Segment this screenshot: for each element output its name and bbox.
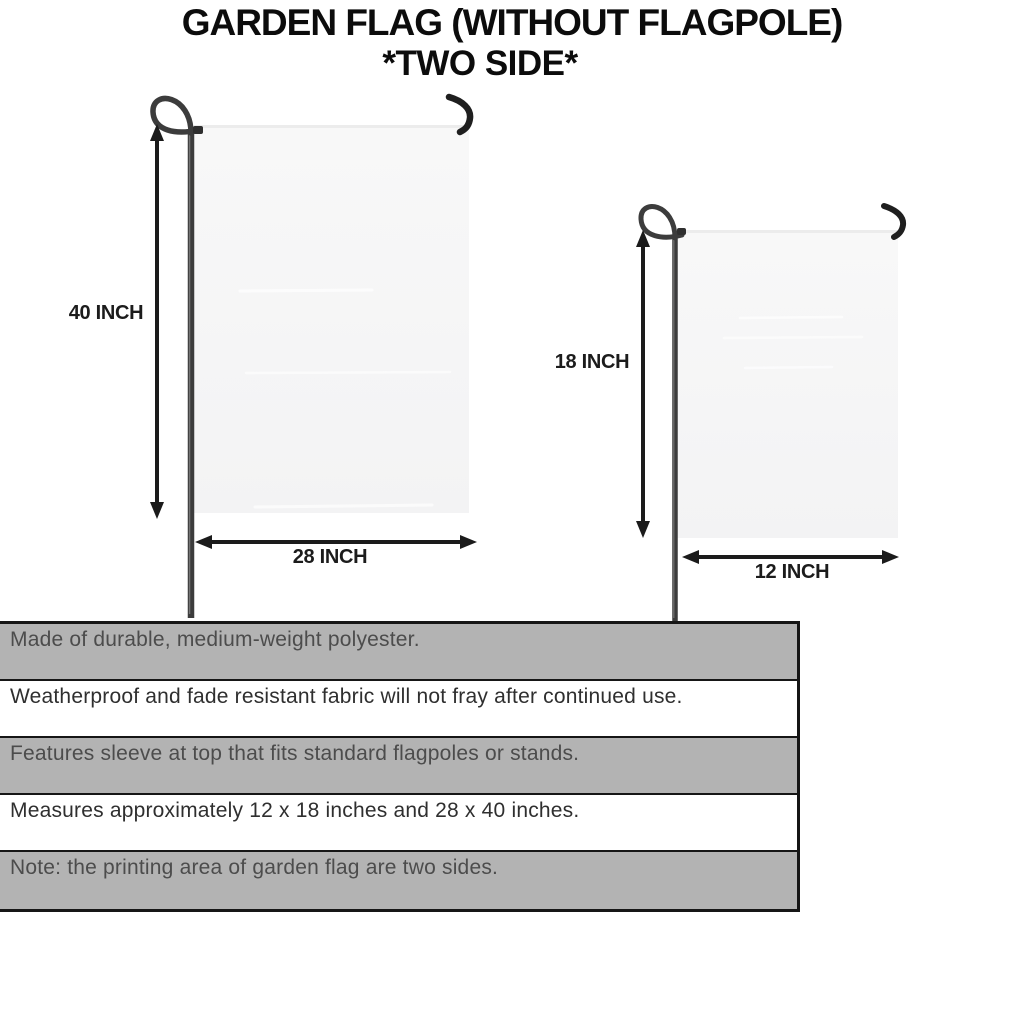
feature-row — [0, 681, 797, 738]
small-flag-height-label: 18 INCH — [554, 351, 630, 373]
small-flag-sleeve-seam — [677, 230, 898, 233]
large-flag-height-arrow — [150, 124, 164, 519]
feature-row — [0, 795, 797, 852]
feature-row — [0, 852, 797, 909]
feature-text: Weatherproof and fade resistant fabric will not fray after continued use. — [10, 685, 683, 708]
large-flag-width-label: 28 INCH — [292, 546, 368, 568]
large-flag-height-label: 40 INCH — [68, 302, 144, 324]
large-flag-diagram — [150, 97, 477, 618]
small-flag-pole-loop — [641, 207, 682, 238]
large-flag-sleeve-seam — [194, 125, 469, 128]
page-subtitle: *TWO SIDE* — [382, 44, 578, 83]
feature-text: Note: the printing area of garden flag are two sides. — [10, 856, 499, 879]
small-flag-rod-clip — [677, 228, 686, 235]
features-table — [0, 621, 800, 912]
feature-row — [0, 738, 797, 795]
small-flag-width-label: 12 INCH — [754, 561, 830, 583]
feature-text: Features sleeve at top that fits standard flagpoles or stands. — [10, 742, 580, 765]
large-flag-canvas — [194, 125, 469, 513]
feature-text: Measures approximately 12 x 18 inches and 28 x 40 inches. — [10, 799, 580, 822]
small-flag-canvas — [677, 230, 898, 538]
large-flag-rod-clip — [193, 126, 203, 134]
feature-row — [0, 624, 797, 681]
page-title: GARDEN FLAG (WITHOUT FLAGPOLE) — [181, 2, 843, 43]
feature-text: Made of durable, medium-weight polyester. — [10, 628, 420, 651]
small-flag-diagram — [636, 206, 903, 622]
small-flag-height-arrow — [636, 230, 650, 538]
large-flag-pole-loop — [153, 99, 198, 133]
